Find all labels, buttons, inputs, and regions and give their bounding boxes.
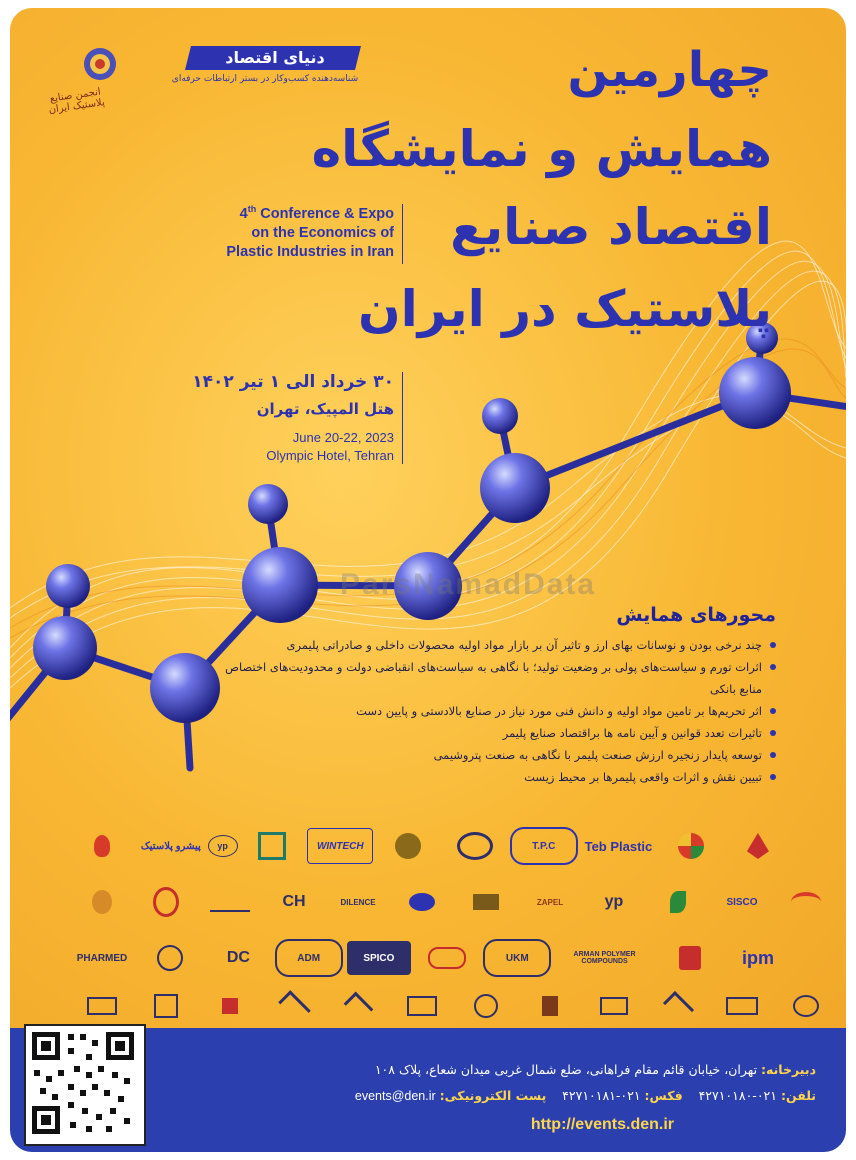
magazine-tagline: شناسه‌دهنده کسب‌وکار در بستر ارتباطات حرفه‌ای [171, 74, 359, 84]
sponsor-logo [70, 885, 134, 919]
sponsor-logo: ZAPEL [536, 897, 564, 907]
sponsor-logo: DC [226, 949, 250, 966]
sponsor-logo [198, 885, 262, 919]
fax-value: ۰۲۱-۴۲۷۱۰۱۸۱ [562, 1088, 641, 1103]
sponsor-logo [70, 829, 134, 863]
emblem-icon [395, 833, 421, 859]
swirl-icon [457, 832, 493, 860]
event-date-fa: ۳۰ خرداد الی ۱ تیر ۱۴۰۲ [192, 372, 394, 392]
arc-logo-icon [791, 892, 821, 912]
sponsor-logo: CH [282, 893, 306, 910]
sponsor-logo [134, 989, 198, 1023]
english-title-line-3: Plastic Industries in Iran [226, 243, 394, 260]
association-name: انجمن صنایع پلاستیک ایران [48, 86, 106, 116]
english-title [182, 200, 394, 262]
title-line-4: پلاستیک در ایران [357, 280, 772, 338]
sponsor-logo: SISCO [726, 896, 758, 908]
roof-icon [343, 991, 373, 1021]
email-value[interactable]: events@den.ir [354, 1089, 436, 1103]
sponsor-row-2 [70, 879, 790, 925]
small-logo-icon [222, 998, 238, 1014]
sponsor-logo: yp [208, 835, 238, 857]
flame-icon [94, 835, 110, 857]
secretariat-address: تهران، خیابان قائم مقام فراهانی، ضلع شمال غربی میدان شعاع، پلاک ۱۰۸ [374, 1062, 758, 1077]
round-badge-icon [428, 947, 466, 969]
small-logo-icon [726, 997, 758, 1015]
conference-axes [216, 604, 776, 788]
square-logo-icon [258, 832, 286, 860]
association-logo [30, 46, 120, 146]
english-title-divider [402, 204, 403, 264]
title-line-2: همایش و نمایشگاه [311, 120, 772, 178]
sponsor-logo [240, 829, 304, 863]
title-line-1: چهارمین [567, 42, 772, 98]
drop-icon [92, 890, 112, 914]
secretariat-label: دبیرخانه: [761, 1062, 816, 1077]
footer-secretariat [375, 1062, 816, 1077]
sponsor-logo: PHARMED [76, 952, 128, 964]
sponsor-logo [774, 989, 838, 1023]
sponsor-logo [774, 885, 838, 919]
sponsor-logos [70, 823, 790, 1031]
globe-icon [678, 833, 704, 859]
sponsor-logo: ADM [275, 939, 343, 977]
axes-item: اثرات تورم و سیاست‌های پولی بر وضعیت تولید؛ با نگاهی به سیاست‌های انقباضی دولت و محدودیت‌های اختصاص منابع بانکی [216, 656, 776, 700]
event-venue-fa: هتل المپیک، تهران [256, 400, 394, 418]
sponsor-row-1 [70, 823, 790, 869]
wave-logo-icon [409, 893, 435, 911]
sponsor-logo: Teb Plastic [584, 838, 653, 854]
shield-icon [679, 946, 701, 970]
sponsor-logo: WINTECH [307, 828, 373, 864]
sponsor-logo [726, 829, 790, 863]
event-date-en: June 20-22, 2023 [292, 430, 394, 445]
sponsor-logo: DILENCE [340, 897, 376, 907]
small-logo-icon [87, 997, 117, 1015]
sponsor-logo: UKM [483, 939, 551, 977]
event-divider [402, 372, 403, 464]
sponsor-logo [454, 989, 518, 1023]
script-logo-icon [210, 892, 250, 912]
sponsor-logo [415, 941, 479, 975]
sponsor-logo: T.P.C [510, 827, 578, 865]
fax-label: فکس: [644, 1088, 683, 1103]
leaf-icon [670, 891, 686, 913]
small-logo-icon [793, 995, 819, 1017]
sponsor-logo [646, 885, 710, 919]
english-title-line-1-text: Conference & Expo [256, 205, 394, 222]
roof-icon [662, 990, 693, 1021]
website-link[interactable]: http://events.den.ir [530, 1116, 674, 1133]
magazine-name: دنیای اقتصاد [225, 48, 325, 67]
sponsor-logo [582, 989, 646, 1023]
sponsor-logo [326, 989, 390, 1023]
qr-code [24, 1024, 146, 1146]
qr-code-icon [26, 1026, 140, 1140]
watermark-text: ParsNamadData [340, 568, 597, 601]
english-title-line-1 [182, 200, 394, 224]
email-label: پست الکترونیکی: [439, 1088, 547, 1103]
axes-item: چند نرخی بودن و نوسانات بهای ارز و تاثیر آن بر بازار مواد اولیه محصولات داخلی و صادراتی پلیمری [216, 634, 776, 656]
sponsor-logo [518, 989, 582, 1023]
footer-contacts [355, 1088, 816, 1103]
roof-icon [278, 990, 311, 1023]
sponsor-logo [658, 941, 722, 975]
oil-icon [747, 833, 769, 859]
small-logo-icon [407, 996, 437, 1016]
small-logo-icon [600, 997, 628, 1015]
s-curve-icon [153, 887, 179, 917]
sponsor-logo: ipm [741, 947, 774, 968]
sponsor-logo [376, 829, 440, 863]
sponsor-logo: ARMAN POLYMER COMPOUNDS [573, 951, 636, 965]
ball-logo-icon [157, 945, 183, 971]
sponsor-logo [390, 885, 454, 919]
sponsor-logo [138, 941, 202, 975]
sponsor-logo [710, 989, 774, 1023]
sponsor-logo: پیشرو پلاستیک [140, 840, 201, 852]
axes-item: توسعه پایدار زنجیره ارزش صنعت پلیمر با نگاهی به صنعت پتروشیمی [216, 744, 776, 766]
sponsor-logo: yp [604, 893, 624, 910]
phone-label: تلفن: [780, 1088, 816, 1103]
sponsor-logo [454, 885, 518, 919]
poster-body [10, 8, 846, 1028]
small-logo-icon [542, 996, 558, 1016]
event-venue-en: Olympic Hotel, Tehran [266, 448, 394, 463]
axes-heading: محورهای همایش [616, 604, 776, 626]
axes-list [216, 634, 776, 788]
title-line-3: اقتصاد صنایع [450, 198, 772, 256]
sponsor-logo [198, 989, 262, 1023]
small-logo-icon [154, 994, 178, 1018]
sponsor-logo: SPICO [347, 941, 411, 975]
sponsor-logo [134, 885, 198, 919]
sponsor-logo [390, 989, 454, 1023]
sponsor-logo [659, 829, 723, 863]
phone-value: ۰۲۱-۴۲۷۱۰۱۸۰ [698, 1088, 777, 1103]
sponsor-logo [262, 989, 326, 1023]
english-title-ordinal: 4 [239, 205, 248, 222]
axes-item: تبیین نقش و اثرات واقعی پلیمرها بر محیط زیست [216, 766, 776, 788]
sponsor-row-3 [70, 935, 790, 981]
text-logo-icon [473, 894, 499, 910]
sponsor-row-4 [70, 991, 790, 1021]
axes-item: اثر تحریم‌ها بر تامین مواد اولیه و دانش فنی مورد نیاز در صنایع بالادستی و پایین دست [216, 700, 776, 722]
sponsor-logo [70, 989, 134, 1023]
sponsor-logo [443, 829, 507, 863]
english-title-ordinal-suffix: th [247, 204, 257, 214]
axes-item: تاثیرات تعدد قوانین و آیین نامه ها براقتصاد صنایع پلیمر [216, 722, 776, 744]
english-title-line-2: on the Economics of [251, 224, 394, 241]
poster-page [10, 8, 846, 1152]
small-logo-icon [474, 994, 498, 1018]
sponsor-logo [646, 989, 710, 1023]
